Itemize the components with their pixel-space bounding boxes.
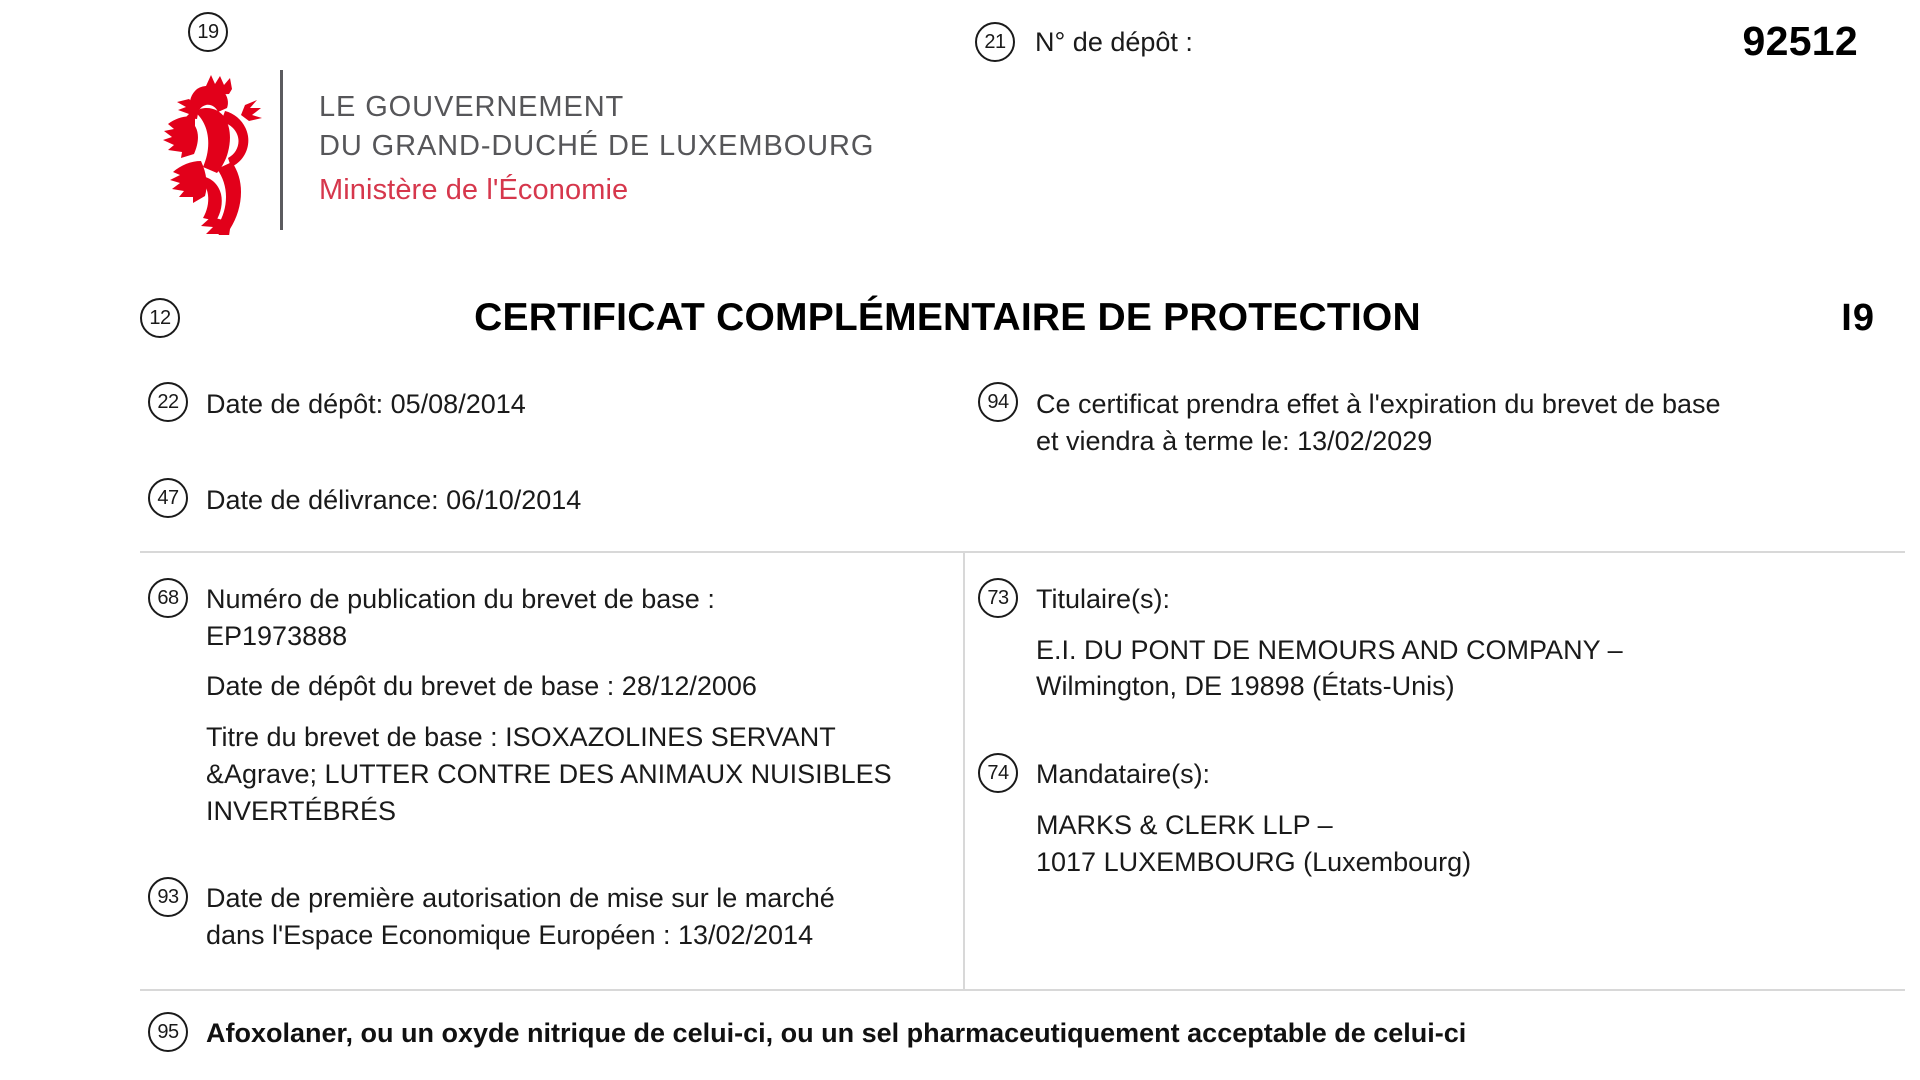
inid-code-74: 74 [978,753,1018,793]
filing-date-text: Date de dépôt: 05/08/2014 [206,389,526,419]
agent-text [1036,753,1471,880]
product-row [148,1012,1908,1052]
first-authorisation-block [148,877,938,953]
spacer [1036,618,1623,632]
holder-label: Titulaire(s): [1036,584,1171,614]
agent-label: Mandataire(s): [1036,759,1211,790]
spacer [206,654,892,668]
deposit-number-field [975,22,1193,62]
logo-divider [280,70,283,230]
expiry-text [1036,382,1721,459]
deposit-number-label: N° de dépôt : [1035,26,1193,57]
page-title: CERTIFICAT COMPLÉMENTAIRE DE PROTECTION [474,296,1421,339]
grant-date-text: Date de délivrance: 06/10/2014 [206,485,582,515]
holder-text [1036,578,1623,705]
expiry-line-2: et viendra à terme le: 13/02/2029 [1036,425,1433,456]
product-text: Afoxolaner, ou un oxyde nitrique de celui-ci, ou un sel pharmaceutiquement acceptable de celui-ci [206,1018,1467,1048]
first-authorisation-line-2: dans l'Espace Economique Européen : 13/02/2014 [206,920,814,951]
first-authorisation-line-1: Date de première autorisation de mise sur le marché [206,883,835,914]
left-column [148,578,938,954]
government-logo [140,62,940,237]
inid-code-93: 93 [148,877,188,917]
inid-code-68: 68 [148,578,188,618]
basic-patent-pub-number: EP1973888 [206,620,348,651]
basic-patent-title-line-2: &Agrave; LUTTER CONTRE DES ANIMAUX NUISIBLES [206,758,892,789]
inid-code-19: 19 [188,12,228,52]
inid-code-21: 21 [975,22,1015,62]
certificate-title-row [140,296,1905,340]
basic-patent-filing-date: Date de dépôt du brevet de base : 28/12/2006 [206,671,757,702]
page-marker: I9 [1841,296,1875,339]
basic-patent-pub-label: Numéro de publication du brevet de base : [206,584,715,614]
spacer [206,705,892,719]
basic-patent-text [206,578,892,829]
header-logo-block [140,12,940,237]
deposit-number-value-wrap [1570,18,1890,65]
section-divider-bottom [140,989,1905,991]
section-divider-top [140,551,1905,553]
expiry-line-1: Ce certificat prendra effet à l'expiration du brevet de base [1036,389,1721,419]
logo-wordmark [319,88,874,211]
inid-code-22: 22 [148,382,188,422]
agent-name: MARKS & CLERK LLP – [1036,809,1333,840]
logo-line-2: DU GRAND-DUCHÉ DE LUXEMBOURG [319,130,875,163]
right-column [978,578,1778,880]
basic-patent-title-line-1: Titre du brevet de base : ISOXAZOLINES SERVANT [206,722,836,753]
holder-address: Wilmington, DE 19898 (États-Unis) [1036,671,1455,702]
spacer [1036,793,1471,807]
grant-date-row [148,478,581,519]
filing-date-row [148,382,526,423]
inid-code-47: 47 [148,478,188,518]
inid-code-95: 95 [148,1012,188,1052]
basic-patent-title-line-3: INVERTÉBRÉS [206,795,397,826]
inid-code-94: 94 [978,382,1018,422]
column-divider [963,553,965,989]
inid-code-73: 73 [978,578,1018,618]
expiry-row [978,382,1768,459]
holder-block [978,578,1778,705]
holder-name: E.I. DU PONT DE NEMOURS AND COMPANY – [1036,634,1623,665]
agent-address: 1017 LUXEMBOURG (Luxembourg) [1036,846,1472,877]
logo-ministry-line: Ministère de l'Économie [319,173,629,206]
agent-block [978,753,1778,880]
first-authorisation-text [206,877,835,953]
basic-patent-block [148,578,938,829]
luxembourg-lion-icon [140,62,270,237]
logo-line-1: LE GOUVERNEMENT [319,91,625,124]
inid-code-12: 12 [140,298,180,338]
deposit-number-value: 92512 [1742,18,1858,64]
